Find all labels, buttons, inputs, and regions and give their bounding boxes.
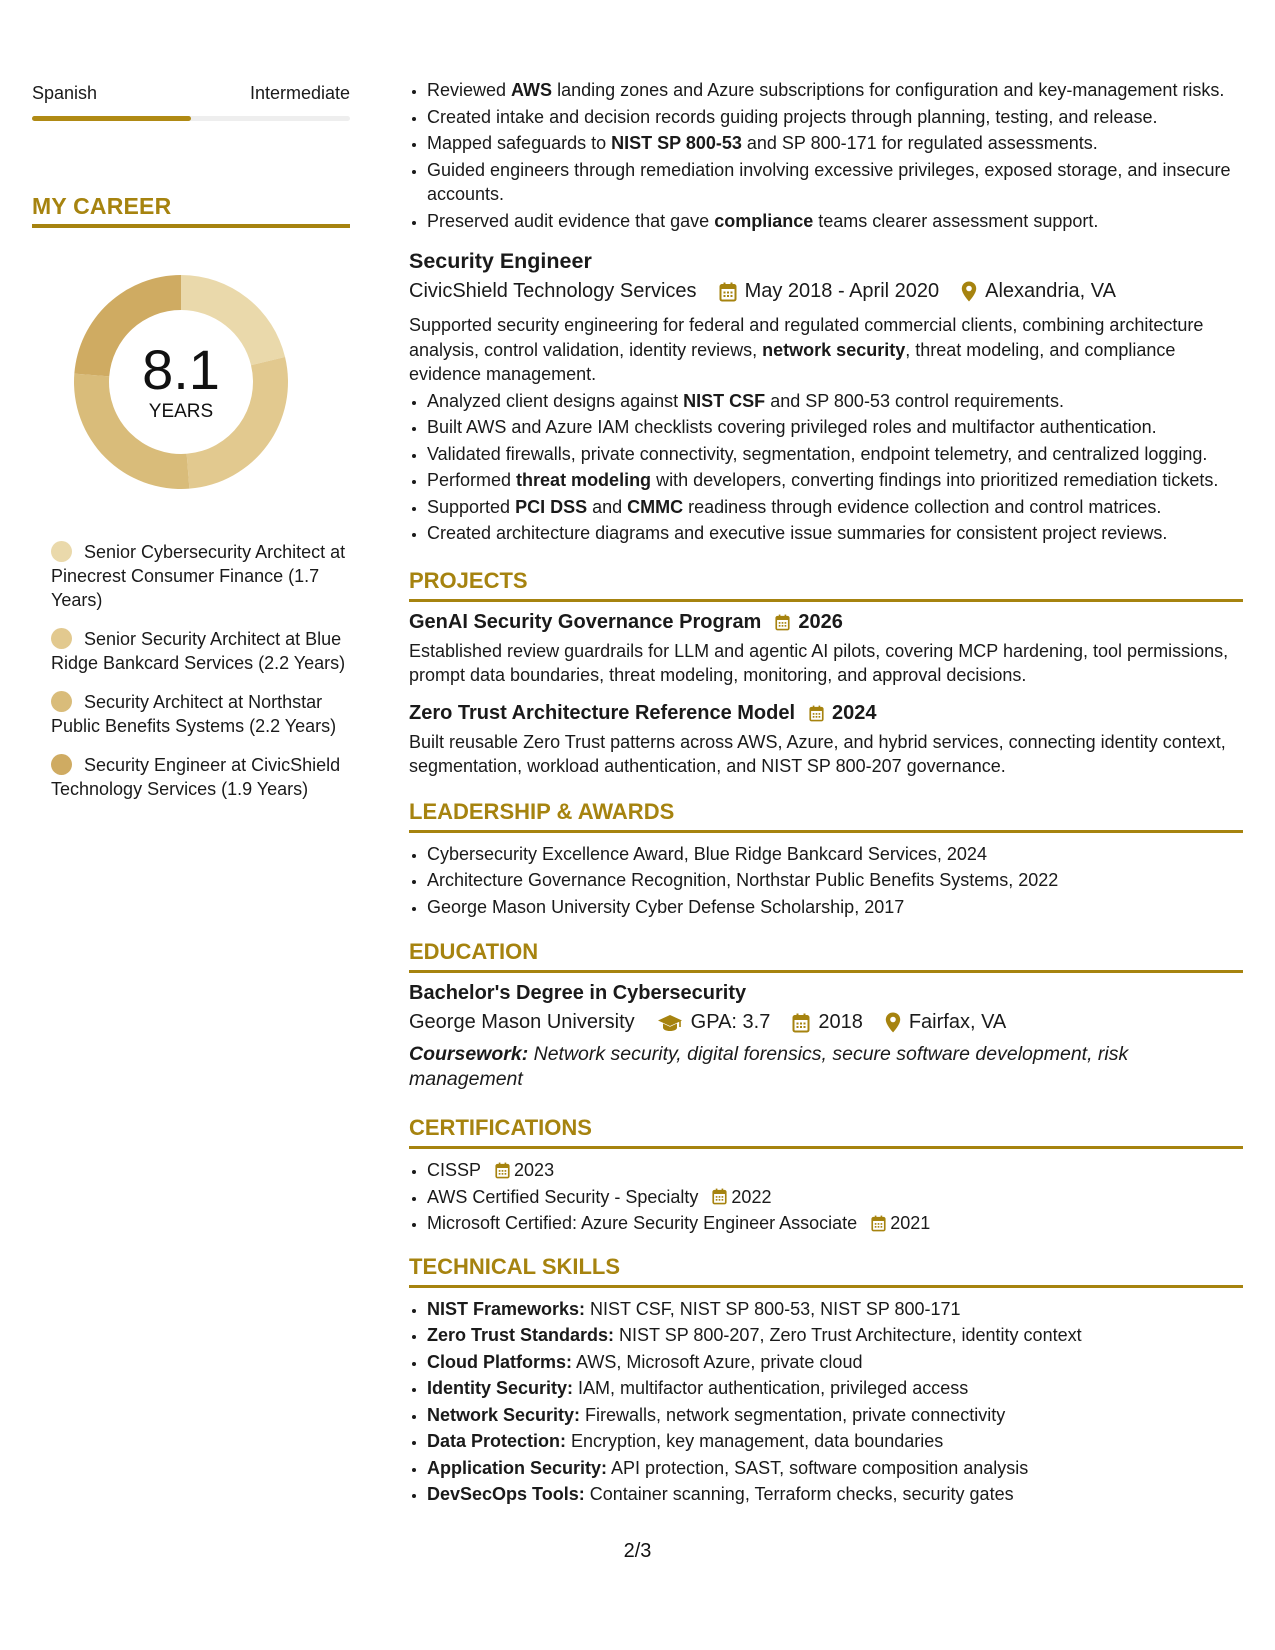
projects-list bbox=[409, 611, 1243, 779]
sidebar bbox=[32, 78, 350, 816]
project-title-row bbox=[409, 611, 1243, 634]
previous-job-bullets bbox=[409, 78, 1243, 233]
career-legend-item bbox=[51, 540, 350, 612]
bullet-item bbox=[427, 209, 1243, 234]
skill-category: Network Security: bbox=[427, 1404, 581, 1425]
school-location: Fairfax, VA bbox=[908, 1011, 1007, 1033]
job-title: Security Engineer bbox=[409, 249, 592, 273]
text-segment: Reviewed bbox=[427, 80, 512, 100]
graduation-cap-icon bbox=[657, 1014, 683, 1032]
project-title: GenAI Security Governance Program bbox=[409, 610, 762, 633]
bullet-item bbox=[427, 521, 1243, 546]
bold-keyword: NIST CSF bbox=[683, 390, 766, 411]
bold-keyword: CMMC bbox=[627, 496, 684, 517]
bold-keyword: threat modeling bbox=[516, 470, 652, 490]
skill-item bbox=[427, 1323, 1243, 1348]
text-segment: landing zones and Azure subscriptions for configuration and key-management risks. bbox=[552, 80, 1225, 100]
career-heading: MY CAREER bbox=[32, 193, 350, 228]
calendar-icon bbox=[495, 1162, 510, 1179]
education-heading: EDUCATION bbox=[409, 939, 1243, 973]
language-proficiency-bar bbox=[32, 116, 350, 121]
bullet-item bbox=[427, 105, 1243, 130]
text-segment: Performed bbox=[427, 470, 517, 490]
certification-name: • AWS Certified Security - Specialty bbox=[427, 1186, 699, 1207]
skill-category: Identity Security: bbox=[427, 1378, 574, 1398]
skill-category: DevSecOps Tools: bbox=[427, 1484, 585, 1504]
skills-list bbox=[409, 1297, 1243, 1507]
bullet-item bbox=[427, 158, 1243, 207]
certification-year: 2023 bbox=[514, 1160, 555, 1180]
skill-values: Container scanning, Terraform checks, security gates bbox=[584, 1484, 1014, 1504]
project-title-row bbox=[409, 702, 1243, 725]
coursework-text: Network security, digital forensics, secure software development, risk management bbox=[409, 1043, 1129, 1090]
map-pin-icon bbox=[885, 1012, 901, 1033]
gpa: GPA: 3.7 bbox=[690, 1011, 771, 1033]
bold-keyword: compliance bbox=[714, 210, 814, 231]
legend-label: Senior Cybersecurity Architect at Pinecrest Consumer Finance (1.7 Years) bbox=[51, 542, 346, 610]
job-summary bbox=[409, 313, 1243, 387]
leadership-heading: LEADERSHIP & AWARDS bbox=[409, 799, 1243, 833]
education-meta bbox=[409, 1011, 1243, 1034]
page-number: 2/3 bbox=[623, 1540, 652, 1562]
map-pin-icon bbox=[961, 281, 977, 302]
text-segment: Mapped safeguards to bbox=[427, 133, 612, 153]
text-segment: and SP 800-53 control requirements. bbox=[765, 390, 1065, 411]
text-segment: teams clearer assessment support. bbox=[813, 210, 1099, 231]
legend-label: Senior Security Architect at Blue Ridge Bankcard Services (2.2 Years) bbox=[51, 629, 346, 673]
skills-heading: TECHNICAL SKILLS bbox=[409, 1254, 1243, 1288]
text-segment: Validated firewalls, private connectivity, segmentation, endpoint telemetry, and centralized logging. bbox=[427, 443, 1208, 464]
coursework-label: Coursework: bbox=[409, 1043, 529, 1065]
legend-label: Security Architect at Northstar Public Benefits Systems (2.2 Years) bbox=[51, 692, 337, 736]
certifications-list bbox=[409, 1158, 1243, 1236]
certification-item bbox=[427, 1211, 1243, 1236]
bullet-item bbox=[427, 78, 1243, 103]
skill-item bbox=[427, 1376, 1243, 1401]
legend-label: Security Engineer at CivicShield Technology Services (1.9 Years) bbox=[51, 755, 341, 799]
skill-values: Encryption, key management, data boundaries bbox=[566, 1431, 944, 1451]
language-row bbox=[32, 78, 350, 104]
career-legend-item bbox=[51, 627, 350, 675]
text-segment: Built AWS and Azure IAM checklists covering privileged roles and multifactor authentication. bbox=[427, 417, 1157, 437]
calendar-icon bbox=[719, 282, 737, 302]
calendar-icon bbox=[792, 1013, 810, 1033]
calendar-icon bbox=[712, 1188, 727, 1205]
text-segment: and SP 800-171 for regulated assessments. bbox=[741, 133, 1098, 153]
legend-dot-icon bbox=[51, 628, 72, 649]
text-segment: Supported bbox=[427, 496, 516, 517]
skill-values: AWS, Microsoft Azure, private cloud bbox=[572, 1351, 863, 1372]
certifications-heading: CERTIFICATIONS bbox=[409, 1115, 1243, 1149]
legend-dot-icon bbox=[51, 691, 72, 712]
text-segment: Analyzed client designs against bbox=[427, 390, 684, 411]
calendar-icon bbox=[775, 614, 790, 631]
bullet-item bbox=[427, 495, 1243, 520]
text-segment: Guided engineers through remediation involving excessive privileges, exposed storage, and insecure accounts. bbox=[427, 159, 1231, 204]
bullet-item bbox=[427, 468, 1243, 493]
project-description: Built reusable Zero Trust patterns across AWS, Azure, and hybrid services, connecting identity context, segmentation, workload authentication, and NIST SP 800-207 governance. bbox=[409, 731, 1226, 776]
calendar-icon bbox=[809, 705, 824, 722]
coursework bbox=[409, 1042, 1243, 1091]
legend-dot-icon bbox=[51, 541, 72, 562]
text-segment: readiness through evidence collection and control matrices. bbox=[683, 496, 1162, 517]
school-name: George Mason University bbox=[409, 1011, 635, 1033]
legend-dot-icon bbox=[51, 754, 72, 775]
bullet-item bbox=[427, 131, 1243, 156]
bullet-item bbox=[427, 442, 1243, 467]
certification-year: 2022 bbox=[731, 1186, 772, 1207]
project-description: Established review guardrails for LLM and agentic AI pilots, covering MCP hardening, tool permissions, prompt data boundaries, threat modeling, monitoring, and approval decisions. bbox=[409, 640, 1229, 685]
certification-item bbox=[427, 1158, 1243, 1183]
certification-item bbox=[427, 1185, 1243, 1210]
award-item: • Cybersecurity Excellence Award, Blue Ridge Bankcard Services, 2024 bbox=[427, 842, 1243, 867]
project-year: 2026 bbox=[798, 610, 843, 633]
skill-item bbox=[427, 1297, 1243, 1322]
skill-category: Data Protection: bbox=[427, 1431, 567, 1451]
certification-year: 2021 bbox=[890, 1213, 931, 1233]
graduation-year: 2018 bbox=[818, 1011, 863, 1033]
text-segment: Supported security engineering for federal and regulated commercial clients, combining architecture analysis, control validation, identity reviews, bbox=[409, 315, 1204, 360]
career-total-years: 8.1 bbox=[142, 338, 220, 401]
language-name: Spanish bbox=[32, 83, 98, 103]
main-content bbox=[409, 78, 1243, 1509]
text-segment: with developers, converting findings into prioritized remediation tickets. bbox=[651, 470, 1219, 490]
bold-keyword: NIST SP 800-53 bbox=[611, 133, 742, 153]
certification-name: • Microsoft Certified: Azure Security Engineer Associate bbox=[427, 1213, 858, 1233]
certification-name: • CISSP bbox=[427, 1160, 482, 1180]
skill-values: NIST CSF, NIST SP 800-53, NIST SP 800-171 bbox=[585, 1298, 961, 1319]
career-donut-chart bbox=[32, 268, 350, 506]
text-segment: Created architecture diagrams and executive issue summaries for consistent project reviews. bbox=[427, 523, 1168, 543]
award-item: • Architecture Governance Recognition, Northstar Public Benefits Systems, 2022 bbox=[427, 868, 1243, 893]
language-proficiency-fill bbox=[32, 116, 191, 121]
skill-values: Firewalls, network segmentation, private connectivity bbox=[580, 1404, 1006, 1425]
award-item: • George Mason University Cyber Defense Scholarship, 2017 bbox=[427, 895, 1243, 920]
skill-values: IAM, multifactor authentication, privileged access bbox=[573, 1378, 969, 1398]
text-segment: Preserved audit evidence that gave bbox=[427, 210, 715, 231]
language-level: Intermediate bbox=[249, 83, 350, 103]
job-bullets bbox=[409, 389, 1243, 546]
bold-keyword: AWS bbox=[511, 80, 553, 100]
bold-keyword: network security bbox=[762, 339, 906, 360]
text-segment: , threat modeling, and compliance evidence management. bbox=[409, 339, 1176, 384]
skill-values: NIST SP 800-207, Zero Trust Architecture, identity context bbox=[614, 1325, 1082, 1345]
career-legend-item bbox=[51, 690, 350, 738]
skill-category: Zero Trust Standards: bbox=[427, 1325, 615, 1345]
project-title: Zero Trust Architecture Reference Model bbox=[409, 701, 796, 724]
projects-heading: PROJECTS bbox=[409, 568, 1243, 602]
skill-item bbox=[427, 1350, 1243, 1375]
job-dates: May 2018 - April 2020 bbox=[744, 280, 940, 302]
project-year: 2024 bbox=[832, 701, 877, 724]
career-total-unit: YEARS bbox=[148, 401, 214, 422]
donut-center bbox=[67, 268, 295, 496]
leadership-list bbox=[409, 842, 1243, 920]
skill-item bbox=[427, 1456, 1243, 1481]
skill-item bbox=[427, 1482, 1243, 1507]
skill-category: NIST Frameworks: bbox=[427, 1298, 586, 1319]
bullet-item bbox=[427, 389, 1243, 414]
bullet-item bbox=[427, 415, 1243, 440]
calendar-icon bbox=[871, 1215, 886, 1232]
skill-category: Application Security: bbox=[427, 1457, 608, 1478]
job-location: Alexandria, VA bbox=[985, 280, 1116, 302]
skill-item bbox=[427, 1429, 1243, 1454]
bold-keyword: PCI DSS bbox=[515, 496, 588, 517]
text-segment: Created intake and decision records guiding projects through planning, testing, and release. bbox=[427, 106, 1158, 127]
text-segment: and bbox=[587, 496, 628, 517]
skill-category: Cloud Platforms: bbox=[427, 1351, 573, 1372]
career-legend-item bbox=[51, 753, 350, 801]
skill-values: API protection, SAST, software composition analysis bbox=[607, 1457, 1029, 1478]
degree-title: Bachelor's Degree in Cybersecurity bbox=[409, 982, 747, 1004]
skill-item bbox=[427, 1403, 1243, 1428]
job-meta bbox=[409, 280, 1243, 303]
job-company: CivicShield Technology Services bbox=[409, 280, 697, 302]
career-legend bbox=[32, 540, 350, 801]
